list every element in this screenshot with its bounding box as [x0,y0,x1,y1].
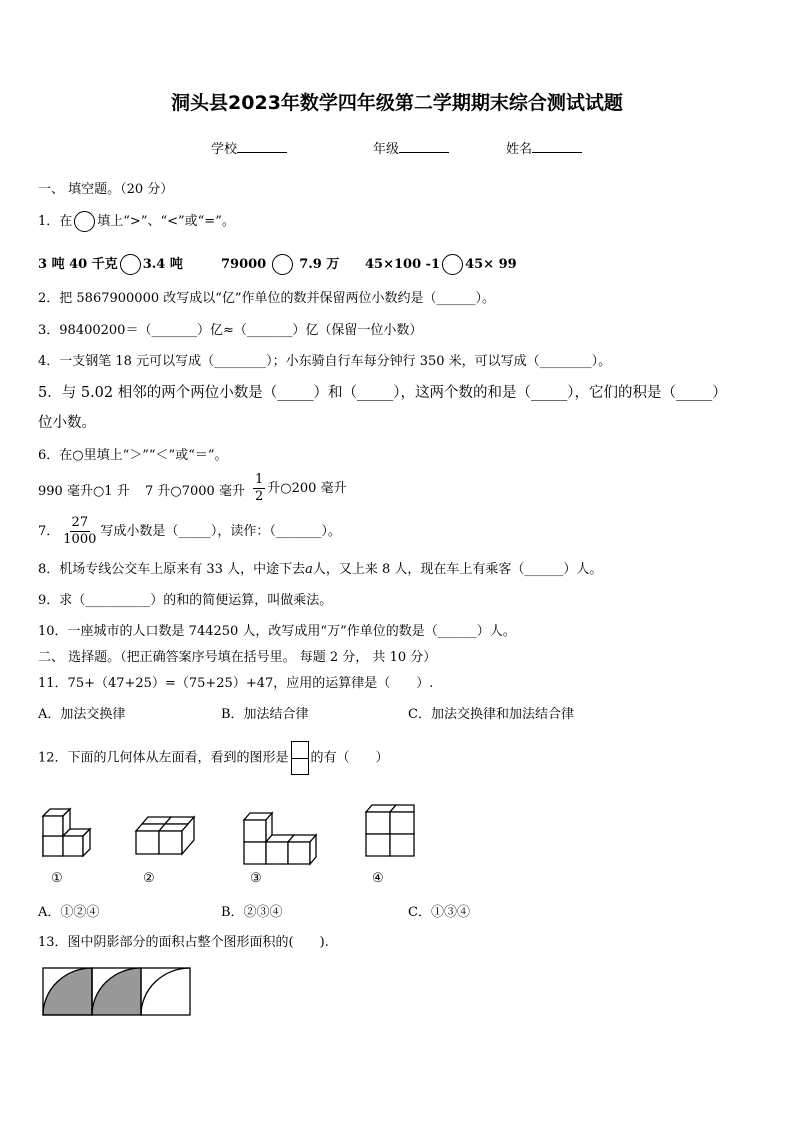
q7-fraction [61,515,98,548]
question-2: 2．把 5867900000 改写成以“亿”作单位的数并保留两位小数约是（______）。 [38,291,496,306]
q12-option-b[interactable]: B．②③④ [221,905,283,920]
q1-b-circle[interactable] [272,254,293,275]
question-9: 9．求（__________）的和的简便运算，叫做乘法。 [38,593,333,608]
q12-text-1: 12．下面的几何体从左面看，看到的图形是 [38,750,289,766]
q11-option-a[interactable]: A．加法交换律 [38,707,126,722]
question-8 [38,562,602,578]
q6-fraction [253,472,265,505]
q1-item-a [38,254,183,275]
q8-text-1: 8．机场专线公交车上原来有 33 人，中途下去 [38,562,306,577]
question-13: 13．图中阴影部分的面积占整个图形面积的( ). [38,935,329,950]
q1-c-circle[interactable] [442,254,463,275]
q1-b-left: 79000 [221,257,267,272]
q7-frac-denominator: 1000 [63,532,97,547]
grade-field[interactable] [373,142,449,158]
q6-item-b: 7 升○7000 毫升 [145,484,245,499]
q6-frac-numerator: 1 [255,472,264,487]
q12-option-a[interactable]: A．①②④ [38,905,100,920]
question-12 [38,741,389,775]
page-title: 洞头县2023年数学四年级第二学期期末综合测试试题 [171,92,623,114]
q1-item-c [365,254,517,275]
q1-prefix: 1．在 [38,214,73,229]
left-view-figure [291,741,309,775]
figure-label-2: ② [143,871,155,886]
q6-item-c [251,472,347,505]
question-10: 10．一座城市的人口数是 744250 人，改写成用“万”作单位的数是（______）人。 [38,624,516,639]
compare-circle[interactable] [74,211,95,232]
solid-figure-1 [38,808,98,868]
q1-b-right: 7.9 万 [299,257,340,272]
q8-text-2: 人，又上来 8 人，现在车上有乘客（______）人。 [312,562,603,577]
question-7 [38,515,341,548]
question-5-line-2: 位小数。 [38,415,96,431]
solid-figure-2 [136,814,196,859]
question-6: 6．在○里填上“＞”“＜”或“＝”。 [38,448,228,463]
question-4: 4．一支钢笔 18 元可以写成（________）；小东骑自行车每分钟行 350 米，可以写成（________）。 [38,354,612,369]
q12-option-c[interactable]: C．①③④ [408,905,470,920]
question-5-line-1: 5．与 5.02 相邻的两个两位小数是（_____）和（_____），这两个数的和是（_____），它们的积是（_____） [38,385,727,401]
q1-a-left: 3 吨 40 千克 [38,257,118,272]
figure-label-3: ③ [250,871,262,886]
q6-item-a: 990 毫升○1 升 [38,484,130,499]
question-11: 11．75+（47+25）=（75+25）+47，应用的运算律是（ ）. [38,676,434,691]
school-field[interactable] [211,142,287,158]
question-3: 3．98400200＝（_______）亿≈（_______）亿（保留一位小数） [38,323,423,338]
solid-figure-3 [243,812,323,868]
section-2-heading: 二、 选择题。（把正确答案序号填在括号里。 每题 2 分， 共 10 分） [38,650,437,665]
section-1-heading: 一、 填空题。（20 分） [38,182,174,197]
q6-c-text: 升○200 毫升 [267,481,347,496]
figure-label-1: ① [51,871,63,886]
grade-label: 年级 [373,142,400,157]
q7-prefix: 7． [38,524,60,539]
q1-c-left: 45×100 -1 [365,257,441,272]
q12-text-2: 的有（ ） [310,750,389,766]
q7-text: 写成小数是（_____），读作：（_______）。 [100,524,341,539]
q8-variable: a [305,562,313,577]
q1-c-right: 45× 99 [465,257,517,272]
question-1 [38,211,235,232]
q1-a-circle[interactable] [120,254,141,275]
shaded-area-figure [42,967,194,1017]
school-label: 学校 [211,142,238,157]
q11-option-c[interactable]: C．加法交换律和加法结合律 [408,707,574,722]
figure-label-4: ④ [372,871,384,886]
q1-item-b [221,254,339,275]
q1-instruction: 填上“>”、“<”或“=”。 [97,214,235,229]
q7-frac-numerator: 27 [71,515,89,530]
q6-frac-denominator: 2 [255,489,264,504]
name-field[interactable] [506,142,582,158]
solid-figure-4 [363,803,419,859]
name-label: 姓名 [506,142,533,157]
q11-option-b[interactable]: B．加法结合律 [221,707,309,722]
q1-a-right: 3.4 吨 [142,257,183,272]
